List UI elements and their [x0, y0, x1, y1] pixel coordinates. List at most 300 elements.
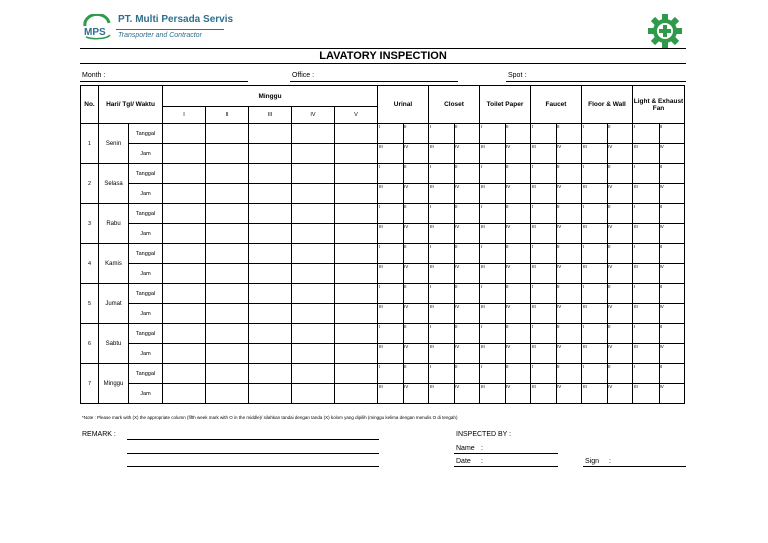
- week-cell[interactable]: [206, 164, 249, 184]
- table-row: [81, 244, 685, 264]
- quarter-label: I: [379, 364, 381, 369]
- table-row: [81, 224, 685, 244]
- quarter-label: IV: [506, 304, 511, 309]
- check-cell[interactable]: [582, 324, 636, 344]
- day-name: Rabu: [99, 204, 129, 244]
- check-cell[interactable]: [480, 344, 531, 364]
- week-cell[interactable]: [292, 324, 335, 344]
- week-cell[interactable]: [163, 344, 206, 364]
- check-cell[interactable]: [633, 364, 685, 384]
- week-cell[interactable]: [249, 304, 292, 324]
- quarter-label: IV: [557, 264, 562, 269]
- table-row: [81, 364, 685, 384]
- instruction-note: *Note : Please mark with (X) the appropriate column (fifth week mark with O in the middle)/ silahkan tandai dengan tanda (X) kolom yang dipilih (minggu kelima dengan menulis O di tengah): [82, 415, 458, 420]
- date-field[interactable]: [454, 466, 558, 467]
- check-cell[interactable]: [582, 304, 633, 324]
- check-cell[interactable]: [633, 384, 685, 404]
- check-cell[interactable]: [429, 204, 483, 224]
- week-cell[interactable]: [163, 164, 206, 184]
- tanggal-label: Tanggal: [129, 244, 163, 264]
- check-cell[interactable]: [378, 284, 432, 304]
- month-field[interactable]: [80, 81, 248, 82]
- week-cell[interactable]: [335, 204, 381, 224]
- quarter-label: I: [430, 204, 432, 209]
- week-cell[interactable]: [335, 124, 381, 144]
- week-cell[interactable]: [335, 144, 378, 164]
- quarter-label: I: [379, 324, 381, 329]
- check-cell[interactable]: [480, 284, 534, 304]
- week-cell[interactable]: [335, 384, 378, 404]
- quarter-label: I: [430, 244, 432, 249]
- check-cell[interactable]: [480, 304, 531, 324]
- check-cell[interactable]: [480, 384, 531, 404]
- check-cell[interactable]: [429, 324, 483, 344]
- check-cell[interactable]: [429, 364, 483, 384]
- check-cell[interactable]: [480, 124, 534, 144]
- quarter-label: III: [583, 304, 587, 309]
- sign-field[interactable]: [583, 466, 686, 467]
- check-cell[interactable]: [531, 304, 582, 324]
- day-name: Jumat: [99, 284, 129, 324]
- check-cell[interactable]: [480, 244, 534, 264]
- week-cell[interactable]: [292, 304, 335, 324]
- week-cell[interactable]: [292, 204, 335, 224]
- check-cell[interactable]: [429, 384, 480, 404]
- week-cell[interactable]: [206, 344, 249, 364]
- week-cell[interactable]: [206, 304, 249, 324]
- quarter-label: II: [608, 164, 611, 169]
- check-cell[interactable]: [582, 144, 633, 164]
- week-cell[interactable]: [292, 384, 335, 404]
- week-cell[interactable]: [335, 164, 381, 184]
- quarter-label: IV: [404, 144, 409, 149]
- quarter-label: III: [634, 224, 638, 229]
- quarter-label: IV: [455, 344, 460, 349]
- check-cell[interactable]: [633, 144, 685, 164]
- check-cell[interactable]: [531, 384, 582, 404]
- quarter-label: III: [532, 264, 536, 269]
- quarter-label: I: [430, 124, 432, 129]
- quarter-label: I: [532, 284, 534, 289]
- table-row: [81, 304, 685, 324]
- week-cell[interactable]: [163, 384, 206, 404]
- quarter-label: I: [634, 204, 636, 209]
- week-cell[interactable]: [292, 184, 335, 204]
- quarter-label: II: [404, 324, 407, 329]
- quarter-label: IV: [455, 304, 460, 309]
- col-day-header: Hari/ Tgl/ Waktu: [99, 86, 163, 124]
- check-cell[interactable]: [378, 344, 429, 364]
- quarter-label: III: [430, 144, 434, 149]
- table-row: [81, 184, 685, 204]
- week-cell[interactable]: [163, 224, 206, 244]
- check-cell[interactable]: [582, 384, 633, 404]
- quarter-label: IV: [608, 264, 613, 269]
- week-cell[interactable]: [206, 264, 249, 284]
- quarter-label: IV: [659, 264, 664, 269]
- week-cell[interactable]: [163, 324, 206, 344]
- office-label: Office :: [292, 72, 315, 79]
- quarter-label: I: [481, 324, 483, 329]
- week-cell[interactable]: [206, 124, 249, 144]
- quarter-label: II: [404, 284, 407, 289]
- quarter-label: III: [481, 304, 485, 309]
- check-cell[interactable]: [633, 244, 685, 264]
- quarter-label: I: [583, 204, 585, 209]
- week-cell[interactable]: [249, 324, 292, 344]
- name-field[interactable]: [454, 453, 558, 454]
- check-cell[interactable]: [378, 224, 429, 244]
- table-row: [81, 324, 685, 344]
- check-cell[interactable]: [582, 164, 636, 184]
- spot-label: Spot :: [508, 72, 527, 79]
- check-cell[interactable]: [633, 304, 685, 324]
- check-cell[interactable]: [582, 184, 633, 204]
- week-cell[interactable]: [292, 244, 335, 264]
- spot-field[interactable]: [506, 81, 686, 82]
- week-cell[interactable]: [292, 284, 335, 304]
- week-cell[interactable]: [249, 384, 292, 404]
- check-cell[interactable]: [531, 364, 585, 384]
- check-cell[interactable]: [531, 344, 582, 364]
- week-cell[interactable]: [292, 344, 335, 364]
- week-cell[interactable]: [335, 224, 378, 244]
- remark-line[interactable]: [127, 466, 379, 467]
- quarter-label: IV: [455, 144, 460, 149]
- quarter-label: III: [430, 304, 434, 309]
- check-cell[interactable]: [633, 204, 685, 224]
- week-cell[interactable]: [163, 304, 206, 324]
- check-cell[interactable]: [429, 224, 480, 244]
- date-label: Date: [456, 458, 471, 465]
- week-cell[interactable]: [206, 284, 249, 304]
- quarter-label: IV: [455, 184, 460, 189]
- check-cell[interactable]: [378, 324, 432, 344]
- quarter-label: III: [430, 264, 434, 269]
- company-tagline: Transporter and Contractor: [118, 32, 202, 39]
- check-cell[interactable]: [531, 264, 582, 284]
- week-cell[interactable]: [163, 184, 206, 204]
- check-cell[interactable]: [633, 224, 685, 244]
- divider: [116, 29, 224, 30]
- week-cell[interactable]: [249, 344, 292, 364]
- check-cell[interactable]: [378, 364, 432, 384]
- quarter-label: II: [404, 124, 407, 129]
- week-cell[interactable]: [163, 284, 206, 304]
- quarter-label: III: [583, 264, 587, 269]
- quarter-label: IV: [557, 144, 562, 149]
- quarter-label: I: [583, 284, 585, 289]
- week-cell[interactable]: [292, 364, 335, 384]
- check-cell[interactable]: [531, 184, 582, 204]
- inspection-table: [80, 85, 685, 404]
- check-cell[interactable]: [378, 164, 432, 184]
- month-label: Month :: [82, 72, 106, 79]
- quarter-label: II: [608, 244, 611, 249]
- week-cell[interactable]: [249, 144, 292, 164]
- check-cell[interactable]: [480, 164, 534, 184]
- quarter-label: II: [506, 364, 509, 369]
- quarter-label: III: [583, 144, 587, 149]
- week-cell[interactable]: [335, 284, 381, 304]
- week-cell[interactable]: [292, 124, 335, 144]
- name-label: Name: [456, 445, 475, 452]
- quarter-label: IV: [557, 384, 562, 389]
- check-cell[interactable]: [531, 224, 582, 244]
- week-header: I: [163, 107, 206, 124]
- check-cell[interactable]: [633, 184, 685, 204]
- quarter-label: II: [557, 324, 560, 329]
- check-cell[interactable]: [429, 184, 480, 204]
- quarter-label: III: [481, 184, 485, 189]
- office-field[interactable]: [290, 81, 458, 82]
- jam-label: Jam: [129, 384, 163, 404]
- check-cell[interactable]: [582, 344, 633, 364]
- quarter-label: III: [481, 144, 485, 149]
- week-cell[interactable]: [292, 224, 335, 244]
- gear-plus-icon: [647, 13, 683, 49]
- quarter-label: IV: [506, 184, 511, 189]
- check-cell[interactable]: [531, 124, 585, 144]
- week-cell[interactable]: [249, 164, 292, 184]
- check-cell[interactable]: [378, 384, 429, 404]
- check-cell[interactable]: [633, 124, 685, 144]
- quarter-label: I: [532, 244, 534, 249]
- table-row: [81, 284, 685, 304]
- quarter-label: I: [634, 244, 636, 249]
- week-cell[interactable]: [163, 264, 206, 284]
- col-faucet-header: Faucet: [531, 86, 582, 124]
- day-number: 5: [81, 284, 99, 324]
- quarter-label: I: [481, 164, 483, 169]
- quarter-label: II: [506, 164, 509, 169]
- check-cell[interactable]: [378, 144, 429, 164]
- day-number: 6: [81, 324, 99, 364]
- day-name: Sabtu: [99, 324, 129, 364]
- check-cell[interactable]: [531, 324, 585, 344]
- day-number: 4: [81, 244, 99, 284]
- week-cell[interactable]: [163, 144, 206, 164]
- quarter-label: I: [532, 204, 534, 209]
- check-cell[interactable]: [480, 364, 534, 384]
- inspected-by-label: INSPECTED BY :: [456, 431, 512, 438]
- day-number: 1: [81, 124, 99, 164]
- week-cell[interactable]: [335, 364, 381, 384]
- sign-colon: :: [609, 458, 611, 465]
- quarter-label: II: [557, 124, 560, 129]
- quarter-label: II: [659, 204, 663, 209]
- week-cell[interactable]: [249, 284, 292, 304]
- week-cell[interactable]: [206, 204, 249, 224]
- week-cell[interactable]: [163, 364, 206, 384]
- quarter-label: IV: [404, 184, 409, 189]
- week-cell[interactable]: [335, 344, 378, 364]
- check-cell[interactable]: [633, 264, 685, 284]
- quarter-label: IV: [557, 344, 562, 349]
- week-cell[interactable]: [249, 244, 292, 264]
- week-cell[interactable]: [206, 384, 249, 404]
- quarter-label: II: [659, 164, 663, 169]
- week-cell[interactable]: [249, 364, 292, 384]
- check-cell[interactable]: [531, 284, 585, 304]
- quarter-label: III: [532, 184, 536, 189]
- week-cell[interactable]: [206, 144, 249, 164]
- week-cell[interactable]: [292, 164, 335, 184]
- quarter-label: II: [659, 324, 663, 329]
- week-cell[interactable]: [249, 204, 292, 224]
- col-no-header: No.: [81, 86, 99, 124]
- quarter-label: II: [404, 204, 407, 209]
- check-cell[interactable]: [531, 164, 585, 184]
- week-cell[interactable]: [206, 364, 249, 384]
- week-cell[interactable]: [206, 184, 249, 204]
- check-cell[interactable]: [480, 204, 534, 224]
- day-name: Minggu: [99, 364, 129, 404]
- quarter-label: II: [455, 324, 458, 329]
- check-cell[interactable]: [582, 284, 636, 304]
- quarter-label: IV: [506, 144, 511, 149]
- quarter-label: II: [404, 164, 407, 169]
- tanggal-label: Tanggal: [129, 364, 163, 384]
- check-cell[interactable]: [480, 184, 531, 204]
- week-cell[interactable]: [335, 184, 378, 204]
- quarter-label: IV: [659, 144, 664, 149]
- week-cell[interactable]: [206, 224, 249, 244]
- week-cell[interactable]: [335, 324, 381, 344]
- logo-text: MPS: [84, 27, 106, 38]
- check-cell[interactable]: [480, 144, 531, 164]
- week-cell[interactable]: [249, 124, 292, 144]
- quarter-label: II: [506, 324, 509, 329]
- col-floor-wall-header: Floor & Wall: [582, 86, 633, 124]
- quarter-label: IV: [404, 344, 409, 349]
- quarter-label: II: [608, 364, 611, 369]
- check-cell[interactable]: [582, 264, 633, 284]
- week-cell[interactable]: [163, 244, 206, 264]
- check-cell[interactable]: [378, 244, 432, 264]
- quarter-label: I: [634, 124, 636, 129]
- quarter-label: I: [481, 364, 483, 369]
- week-cell[interactable]: [249, 264, 292, 284]
- quarter-label: I: [481, 124, 483, 129]
- check-cell[interactable]: [582, 364, 636, 384]
- check-cell[interactable]: [429, 144, 480, 164]
- check-cell[interactable]: [480, 224, 531, 244]
- quarter-label: IV: [608, 304, 613, 309]
- quarter-label: II: [455, 164, 458, 169]
- check-cell[interactable]: [582, 244, 636, 264]
- week-cell[interactable]: [249, 224, 292, 244]
- quarter-label: IV: [404, 224, 409, 229]
- quarter-label: I: [379, 164, 381, 169]
- jam-label: Jam: [129, 184, 163, 204]
- quarter-label: III: [481, 344, 485, 349]
- check-cell[interactable]: [429, 124, 483, 144]
- check-cell[interactable]: [582, 204, 636, 224]
- quarter-label: I: [583, 164, 585, 169]
- quarter-label: I: [532, 324, 534, 329]
- check-cell[interactable]: [429, 344, 480, 364]
- table-row: [81, 144, 685, 164]
- week-cell[interactable]: [249, 184, 292, 204]
- tanggal-label: Tanggal: [129, 204, 163, 224]
- check-cell[interactable]: [531, 244, 585, 264]
- check-cell[interactable]: [582, 224, 633, 244]
- tanggal-label: Tanggal: [129, 324, 163, 344]
- quarter-label: I: [634, 364, 636, 369]
- check-cell[interactable]: [480, 324, 534, 344]
- check-cell[interactable]: [633, 164, 685, 184]
- quarter-label: III: [634, 384, 638, 389]
- check-cell[interactable]: [531, 204, 585, 224]
- check-cell[interactable]: [378, 124, 432, 144]
- quarter-label: II: [455, 364, 458, 369]
- quarter-label: III: [430, 224, 434, 229]
- jam-label: Jam: [129, 144, 163, 164]
- check-cell[interactable]: [633, 284, 685, 304]
- week-cell[interactable]: [206, 244, 249, 264]
- week-cell[interactable]: [163, 204, 206, 224]
- week-cell[interactable]: [292, 264, 335, 284]
- quarter-label: IV: [659, 304, 664, 309]
- remark-line[interactable]: [127, 453, 379, 454]
- week-cell[interactable]: [335, 304, 378, 324]
- col-toilet-paper-header: Toilet Paper: [480, 86, 531, 124]
- day-name: Kamis: [99, 244, 129, 284]
- quarter-label: IV: [455, 264, 460, 269]
- check-cell[interactable]: [480, 264, 531, 284]
- check-cell[interactable]: [429, 244, 483, 264]
- quarter-label: IV: [659, 184, 664, 189]
- quarter-label: III: [532, 224, 536, 229]
- week-cell[interactable]: [335, 264, 378, 284]
- check-cell[interactable]: [378, 204, 432, 224]
- quarter-label: II: [557, 244, 560, 249]
- quarter-label: I: [481, 284, 483, 289]
- quarter-label: III: [379, 264, 383, 269]
- check-cell[interactable]: [429, 264, 480, 284]
- jam-label: Jam: [129, 224, 163, 244]
- check-cell[interactable]: [531, 144, 582, 164]
- check-cell[interactable]: [378, 304, 429, 324]
- check-cell[interactable]: [429, 164, 483, 184]
- remark-line[interactable]: [127, 439, 379, 440]
- company-name: PT. Multi Persada Servis: [118, 14, 234, 25]
- week-cell[interactable]: [206, 324, 249, 344]
- quarter-label: I: [379, 204, 381, 209]
- divider: [80, 48, 686, 49]
- quarter-label: I: [379, 284, 381, 289]
- check-cell[interactable]: [582, 124, 636, 144]
- quarter-label: I: [634, 164, 636, 169]
- check-cell[interactable]: [429, 284, 483, 304]
- quarter-label: II: [404, 364, 407, 369]
- check-cell[interactable]: [378, 184, 429, 204]
- sign-label: Sign: [585, 458, 600, 465]
- check-cell[interactable]: [378, 264, 429, 284]
- check-cell[interactable]: [633, 324, 685, 344]
- quarter-label: III: [583, 184, 587, 189]
- week-cell[interactable]: [292, 144, 335, 164]
- check-cell[interactable]: [429, 304, 480, 324]
- week-cell[interactable]: [335, 244, 381, 264]
- quarter-label: III: [634, 184, 638, 189]
- week-cell[interactable]: [163, 124, 206, 144]
- check-cell[interactable]: [633, 344, 685, 364]
- jam-label: Jam: [129, 304, 163, 324]
- quarter-label: IV: [557, 184, 562, 189]
- quarter-label: IV: [506, 384, 511, 389]
